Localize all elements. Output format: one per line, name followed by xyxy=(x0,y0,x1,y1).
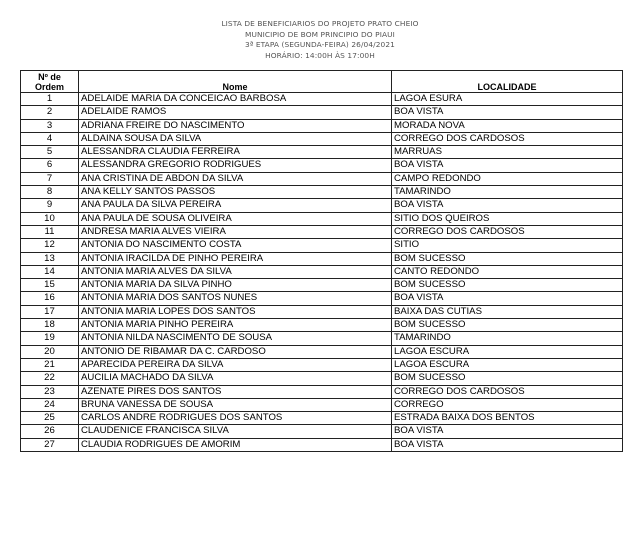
location-cell: BOA VISTA xyxy=(392,425,623,438)
name-cell: ANTONIA MARIA PINHO PEREIRA xyxy=(79,319,392,332)
name-cell: ANTONIA MARIA DA SILVA PINHO xyxy=(79,279,392,292)
name-cell: CLAUDIA RODRIGUES DE AMORIM xyxy=(79,438,392,451)
order-number-cell: 20 xyxy=(21,345,79,358)
order-number-cell: 12 xyxy=(21,239,79,252)
order-number-cell: 9 xyxy=(21,199,79,212)
order-number-cell: 15 xyxy=(21,279,79,292)
location-cell: LAGOA ESCURA xyxy=(392,358,623,371)
name-cell: ANTONIA MARIA DOS SANTOS NUNES xyxy=(79,292,392,305)
column-header-location: LOCALIDADE xyxy=(392,71,623,93)
table-row xyxy=(21,438,623,451)
table-row xyxy=(21,425,623,438)
column-header-order-line1: Nº de xyxy=(38,72,61,82)
location-cell: CORREGO DOS CARDOSOS xyxy=(392,132,623,145)
name-cell: ADELAIDE RAMOS xyxy=(79,106,392,119)
location-cell: BOA VISTA xyxy=(392,159,623,172)
order-number-cell: 11 xyxy=(21,225,79,238)
table-row xyxy=(21,372,623,385)
table-row xyxy=(21,398,623,411)
location-cell: LAGOA ESCURA xyxy=(392,345,623,358)
table-row xyxy=(21,305,623,318)
table-row xyxy=(21,345,623,358)
name-cell: CLAUDENICE FRANCISCA SILVA xyxy=(79,425,392,438)
table-row xyxy=(21,265,623,278)
name-cell: ANTONIA MARIA ALVES DA SILVA xyxy=(79,265,392,278)
document-title: LISTA DE BENEFICIARIOS DO PROJETO PRATO CHEIO xyxy=(221,19,419,28)
table-row xyxy=(21,159,623,172)
order-number-cell: 1 xyxy=(21,93,79,106)
name-cell: ALDAINA SOUSA DA SILVA xyxy=(79,132,392,145)
name-cell: AZENATE PIRES DOS SANTOS xyxy=(79,385,392,398)
name-cell: ANTONIA MARIA LOPES DOS SANTOS xyxy=(79,305,392,318)
beneficiaries-table xyxy=(20,70,623,452)
location-cell: ESTRADA BAIXA DOS BENTOS xyxy=(392,412,623,425)
table-row xyxy=(21,239,623,252)
table-row xyxy=(21,172,623,185)
name-cell: BRUNA VANESSA DE SOUSA xyxy=(79,398,392,411)
name-cell: ANDRESA MARIA ALVES VIEIRA xyxy=(79,225,392,238)
order-number-cell: 25 xyxy=(21,412,79,425)
name-cell: ANTONIA NILDA NASCIMENTO DE SOUSA xyxy=(79,332,392,345)
location-cell: MORADA NOVA xyxy=(392,119,623,132)
order-number-cell: 27 xyxy=(21,438,79,451)
location-cell: BOA VISTA xyxy=(392,106,623,119)
location-cell: CORREGO xyxy=(392,398,623,411)
name-cell: CARLOS ANDRE RODRIGUES DOS SANTOS xyxy=(79,412,392,425)
order-number-cell: 18 xyxy=(21,319,79,332)
table-row xyxy=(21,292,623,305)
table-row xyxy=(21,199,623,212)
location-cell: BOA VISTA xyxy=(392,199,623,212)
location-cell: BOA VISTA xyxy=(392,438,623,451)
name-cell: ANA CRISTINA DE ABDON DA SILVA xyxy=(79,172,392,185)
table-row xyxy=(21,186,623,199)
location-cell: TAMARINDO xyxy=(392,332,623,345)
location-cell: CORREGO DOS CARDOSOS xyxy=(392,225,623,238)
table-row xyxy=(21,412,623,425)
order-number-cell: 10 xyxy=(21,212,79,225)
order-number-cell: 21 xyxy=(21,358,79,371)
order-number-cell: 23 xyxy=(21,385,79,398)
location-cell: LAGOA ESURA xyxy=(392,93,623,106)
location-cell: CANTO REDONDO xyxy=(392,265,623,278)
location-cell: BOM SUCESSO xyxy=(392,279,623,292)
order-number-cell: 2 xyxy=(21,106,79,119)
table-row xyxy=(21,332,623,345)
document-header xyxy=(0,19,640,61)
table-row xyxy=(21,225,623,238)
order-number-cell: 19 xyxy=(21,332,79,345)
table-row xyxy=(21,132,623,145)
table-row xyxy=(21,119,623,132)
name-cell: AUCILIA MACHADO DA SILVA xyxy=(79,372,392,385)
name-cell: ANA KELLY SANTOS PASSOS xyxy=(79,186,392,199)
order-number-cell: 16 xyxy=(21,292,79,305)
column-header-name: Nome xyxy=(79,71,392,93)
location-cell: SITIO DOS QUEIROS xyxy=(392,212,623,225)
name-cell: ALESSANDRA GREGORIO RODRIGUES xyxy=(79,159,392,172)
order-number-cell: 8 xyxy=(21,186,79,199)
location-cell: TAMARINDO xyxy=(392,186,623,199)
location-cell: BOM SUCESSO xyxy=(392,252,623,265)
municipality-line: MUNICIPIO DE BOM PRINCIPIO DO PIAUI xyxy=(245,29,395,39)
table-row xyxy=(21,252,623,265)
schedule-line: HORÁRIO: 14:00H ÀS 17:00H xyxy=(265,50,375,60)
name-cell: ADRIANA FREIRE DO NASCIMENTO xyxy=(79,119,392,132)
location-cell: BAIXA DAS CUTIAS xyxy=(392,305,623,318)
order-number-cell: 7 xyxy=(21,172,79,185)
table-row xyxy=(21,212,623,225)
order-number-cell: 5 xyxy=(21,146,79,159)
name-cell: APARECIDA PEREIRA DA SILVA xyxy=(79,358,392,371)
order-number-cell: 22 xyxy=(21,372,79,385)
location-cell: BOM SUCESSO xyxy=(392,372,623,385)
name-cell: ANTONIO DE RIBAMAR DA C. CARDOSO xyxy=(79,345,392,358)
table-header-row xyxy=(21,71,623,93)
location-cell: MARRUAS xyxy=(392,146,623,159)
order-number-cell: 4 xyxy=(21,132,79,145)
column-header-order xyxy=(21,71,79,93)
column-header-order-line2: Ordem xyxy=(34,82,64,92)
location-cell: CORREGO DOS CARDOSOS xyxy=(392,385,623,398)
table-body xyxy=(21,93,623,452)
location-cell: BOA VISTA xyxy=(392,292,623,305)
table-row xyxy=(21,319,623,332)
name-cell: ANTONIA DO NASCIMENTO COSTA xyxy=(79,239,392,252)
order-number-cell: 3 xyxy=(21,119,79,132)
order-number-cell: 14 xyxy=(21,265,79,278)
order-number-cell: 6 xyxy=(21,159,79,172)
table-row xyxy=(21,106,623,119)
table-row xyxy=(21,146,623,159)
location-cell: CAMPO REDONDO xyxy=(392,172,623,185)
table-row xyxy=(21,385,623,398)
name-cell: ANA PAULA DE SOUSA OLIVEIRA xyxy=(79,212,392,225)
order-number-cell: 26 xyxy=(21,425,79,438)
order-number-cell: 24 xyxy=(21,398,79,411)
table-row xyxy=(21,279,623,292)
table-row xyxy=(21,93,623,106)
name-cell: ANTONIA IRACILDA DE PINHO PEREIRA xyxy=(79,252,392,265)
order-number-cell: 17 xyxy=(21,305,79,318)
table-row xyxy=(21,358,623,371)
location-cell: BOM SUCESSO xyxy=(392,319,623,332)
location-cell: SITIO xyxy=(392,239,623,252)
name-cell: ALESSANDRA CLAUDIA FERREIRA xyxy=(79,146,392,159)
order-number-cell: 13 xyxy=(21,252,79,265)
name-cell: ANA PAULA DA SILVA PEREIRA xyxy=(79,199,392,212)
name-cell: ADELAIDE MARIA DA CONCEICAO BARBOSA xyxy=(79,93,392,106)
stage-date-line: 3ª ETAPA (SEGUNDA-FEIRA) 26/04/2021 xyxy=(245,40,395,50)
